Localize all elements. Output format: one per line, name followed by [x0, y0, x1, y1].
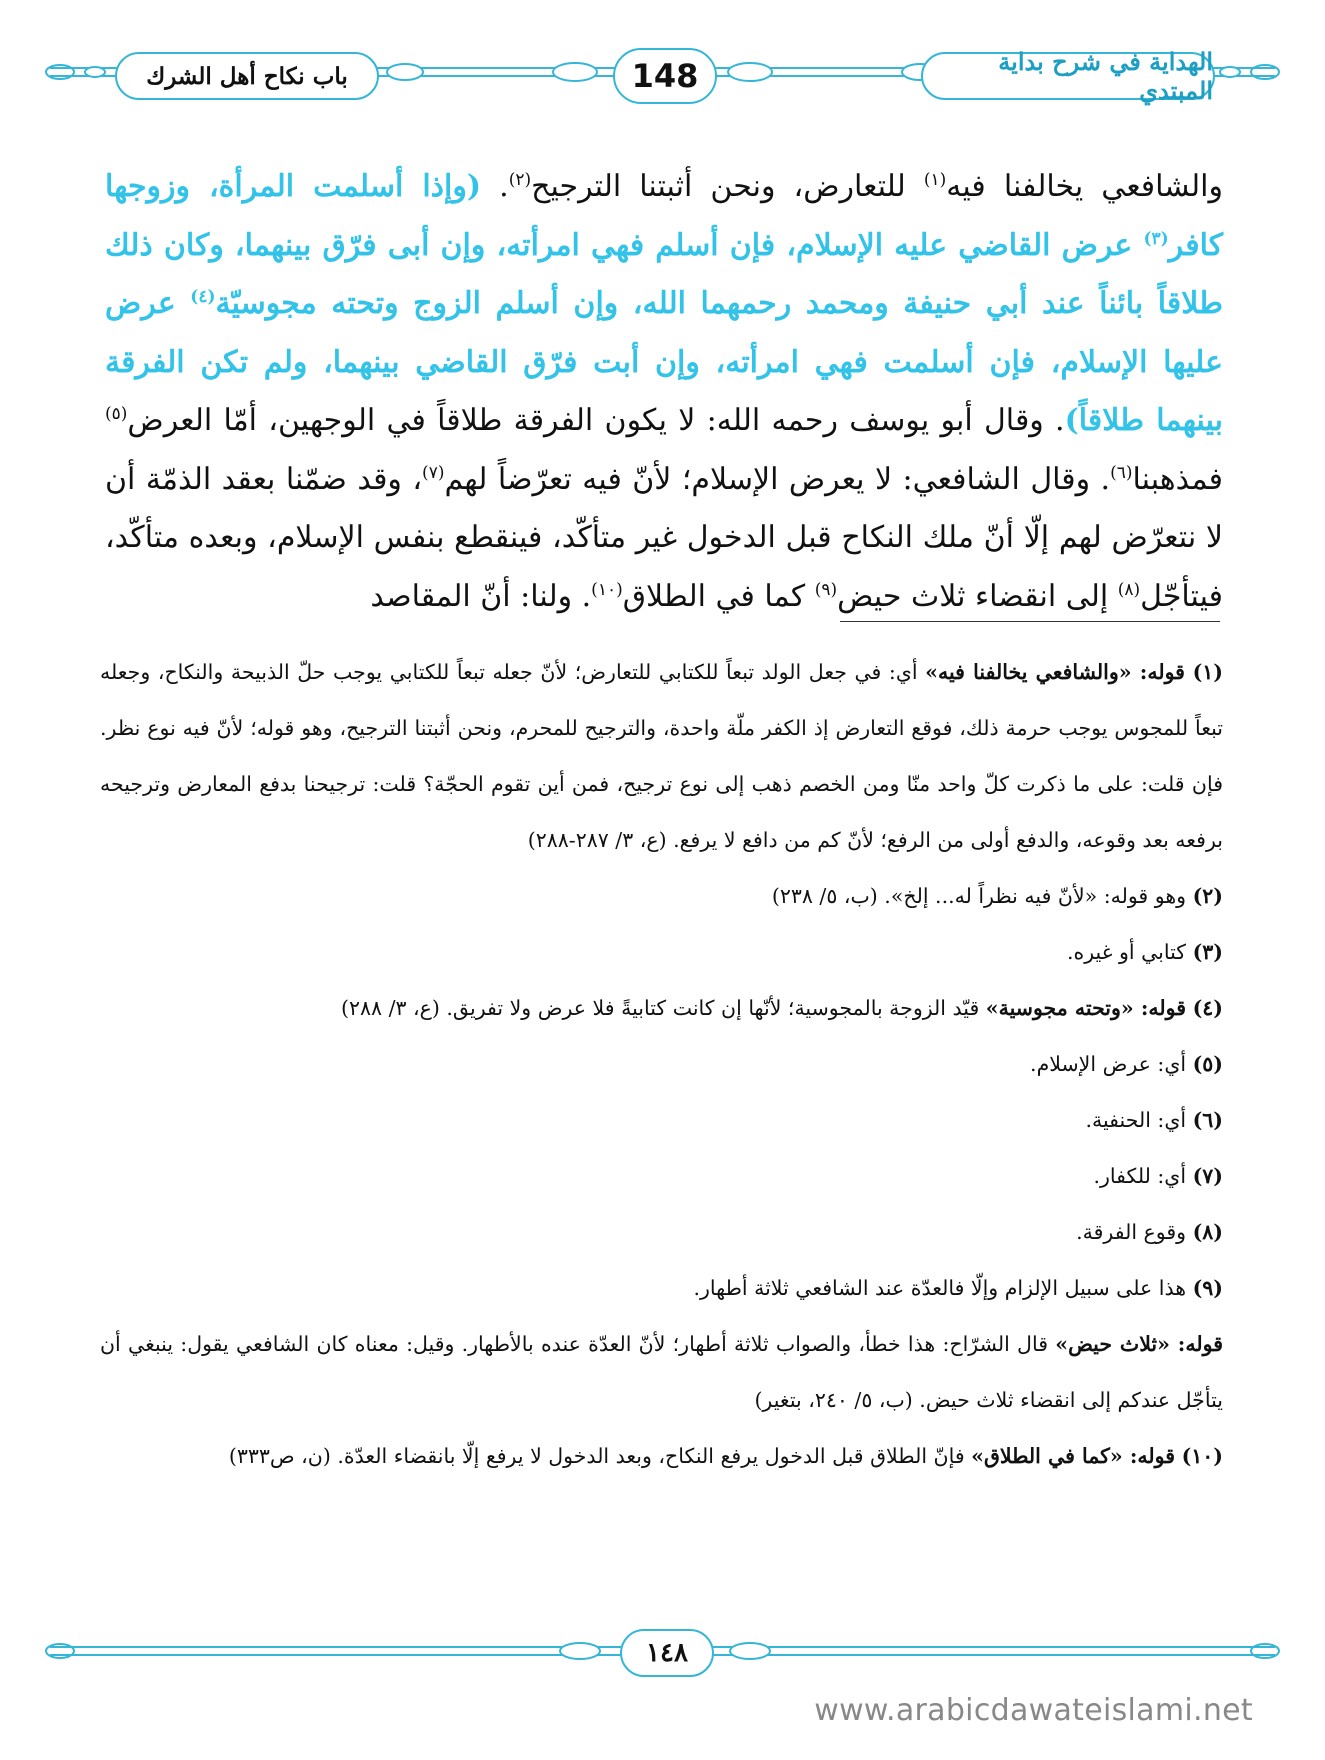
footnote-text: وهو قوله: «لأنّ فيه نظراً له... إلخ». (ب، ٥/ ٢٣٨) [771, 884, 1193, 908]
website-url[interactable]: www.arabicdawateislami.net [814, 1693, 1253, 1728]
header-page-number: 148 [613, 48, 717, 104]
footnote-keyword: قوله: «كما في الطلاق» [971, 1444, 1176, 1468]
text-run: كما في الطلاق [622, 578, 815, 614]
footnote-number: (٧) [1192, 1164, 1223, 1188]
footnote-number: (٨) [1192, 1220, 1223, 1244]
footnote-3 [100, 924, 1223, 980]
text-run: والشافعي يخالفنا فيه [946, 169, 1223, 204]
text-run: (وإذا أسلمت المرأة، وزوجها كافر [105, 169, 1223, 263]
footnote-number: (٦) [1192, 1108, 1223, 1132]
footnote-ref[interactable]: (١) [923, 170, 947, 190]
footer-page-number: ١٤٨ [620, 1629, 714, 1677]
text-run: فمذهبنا [1132, 461, 1223, 497]
footnote-6 [100, 1092, 1223, 1148]
footnote-9-comment [100, 1316, 1223, 1428]
footnote-ref[interactable]: (٦) [1110, 462, 1133, 483]
text-run: . ولنا: أنّ المقاصد [370, 578, 592, 614]
footnote-text: فإنّ الطلاق قبل الدخول يرفع النكاح، وبعد الدخول لا يرفع إلّا بانقضاء العدّة. (ن، ص٣٣٣) [228, 1444, 972, 1468]
highlighted-matn [105, 169, 1223, 438]
footnote-number: (٢) [1192, 884, 1223, 908]
text-run: للتعارض، ونحن أثبتنا الترجيح [531, 169, 924, 204]
footnote-ref[interactable]: (٨) [1117, 579, 1141, 600]
footnote-2 [100, 868, 1223, 924]
page-footer [40, 1625, 1285, 1681]
footnote-9 [100, 1260, 1223, 1316]
footnote-keyword: قوله: «والشافعي يخالفنا فيه» [925, 660, 1185, 684]
footnote-4 [100, 980, 1223, 1036]
footnote-number: (١٠) [1181, 1444, 1223, 1468]
text-run: عرض عليها الإسلام، فإن أسلمت فهي امرأته، وإن أبت فرّق القاضي بينهما، ولم تكن الفرقة بينهما طلاقاً) [105, 286, 1224, 438]
text-run: . وقال الشافعي: لا يعرض الإسلام؛ لأنّ فيه تعرّضاً لهم [444, 461, 1111, 497]
main-text [105, 158, 1223, 626]
footnote-5 [100, 1036, 1223, 1092]
footnote-text: كتابي أو غيره. [1066, 940, 1193, 964]
footnote-7 [100, 1148, 1223, 1204]
footnote-text: أي: في جعل الولد تبعاً للكتابي للتعارض؛ لأنّ جعله تبعاً للكتابي يوجب حلّ الذبيحة والنكاح، وجعله تبعاً للمجوس يوجب حرمة ذلك، فوقع التعارض إذ الكفر ملّة واحدة، والترجيح للمحرم، ونحن أثبتنا الترجيح، وهو قوله؛ لأنّ فيه نوع نظر. فإن قلت: على ما ذكرت كلّ واحد منّا ومن الخصم ذهب إلى نوع ترجيح، فمن أين تقوم الحجّة؟ قلت: ترجيحنا بدفع المعارض وترجيحه برفعه بعد وقوعه، والدفع أولى من الرفع؛ لأنّ كم من دافع لا يرفع. (ع، ٣/ ٢٨٧-٢٨٨) [100, 660, 1223, 852]
footnote-ref[interactable]: (١٠) [591, 579, 623, 600]
footnote-keyword: قوله: «وتحته مجوسية» [985, 996, 1187, 1020]
footnote-8 [100, 1204, 1223, 1260]
text-run: . وقال أبو يوسف رحمه الله: لا يكون الفرقة طلاقاً في الوجهين، أمّا العرض [127, 403, 1065, 438]
footnote-number: (١) [1192, 660, 1223, 684]
footnote-ref[interactable]: (٩) [814, 579, 838, 600]
text-run: . [481, 169, 509, 204]
book-title: الهداية في شرح بداية المبتدي [921, 52, 1215, 100]
page-header [40, 40, 1285, 110]
text-run: إلى انقضاء ثلاث حيض [837, 578, 1118, 614]
text-run: عرض القاضي عليه الإسلام، فإن أسلم فهي امرأته، وإن أبى فرّق بينهما، وكان ذلك طلاقاً بائناً عند أبي حنيفة ومحمد رحمهما الله، وإن أسلم الزوج وتحته مجوسيّة [105, 227, 1224, 321]
text-run: ، وقد ضمّنا بعقد الذمّة أن لا نتعرّض لهم إلّا أنّ ملك النكاح قبل الدخول غير متأكّد، فينقطع بنفس الإسلام، وبعده متأكّد، فيتأجّل [105, 461, 1223, 614]
footnote-text: أي: الحنفية. [1085, 1108, 1193, 1132]
footnote-number: (٩) [1192, 1276, 1223, 1300]
main-paragraph [105, 158, 1223, 626]
footnote-ref[interactable]: (٣) [1143, 228, 1169, 249]
footnote-text: وقوع الفرقة. [1076, 1220, 1193, 1244]
footnote-separator [840, 621, 1220, 622]
footnote-number: (٣) [1192, 940, 1223, 964]
footnote-ref[interactable]: (٤) [190, 287, 216, 307]
chapter-title: باب نكاح أهل الشرك [115, 52, 379, 100]
footnote-text: قيّد الزوجة بالمجوسية؛ لأنّها إن كانت كتابيةً فلا عرض ولا تفريق. (ع، ٣/ ٢٨٨) [341, 996, 986, 1020]
footnote-1 [100, 644, 1223, 868]
footnote-number: (٤) [1192, 996, 1223, 1020]
footnotes [100, 644, 1223, 1484]
footnote-text: قال الشرّاح: هذا خطأ، والصواب ثلاثة أطهار؛ لأنّ العدّة عنده بالأطهار. وقيل: معناه كان الشافعي يقول: ينبغي أن يتأجّل عندكم إلى انقضاء ثلاث حيض. (ب، ٥/ ٢٤٠، بتغير) [100, 1332, 1223, 1412]
footnote-ref[interactable]: (٧) [422, 462, 445, 483]
footnote-ref[interactable]: (٥) [105, 404, 128, 424]
footnote-text: أي: عرض الإسلام. [1030, 1052, 1193, 1076]
footnote-number: (٥) [1192, 1052, 1223, 1076]
footnote-text: أي: للكفار. [1093, 1164, 1193, 1188]
footnote-ref[interactable]: (٢) [508, 170, 532, 190]
footnote-10 [100, 1428, 1223, 1484]
footnote-text: هذا على سبيل الإلزام وإلّا فالعدّة عند الشافعي ثلاثة أطهار. [693, 1276, 1193, 1300]
footnote-keyword: قوله: «ثلاث حيض» [1055, 1332, 1224, 1356]
